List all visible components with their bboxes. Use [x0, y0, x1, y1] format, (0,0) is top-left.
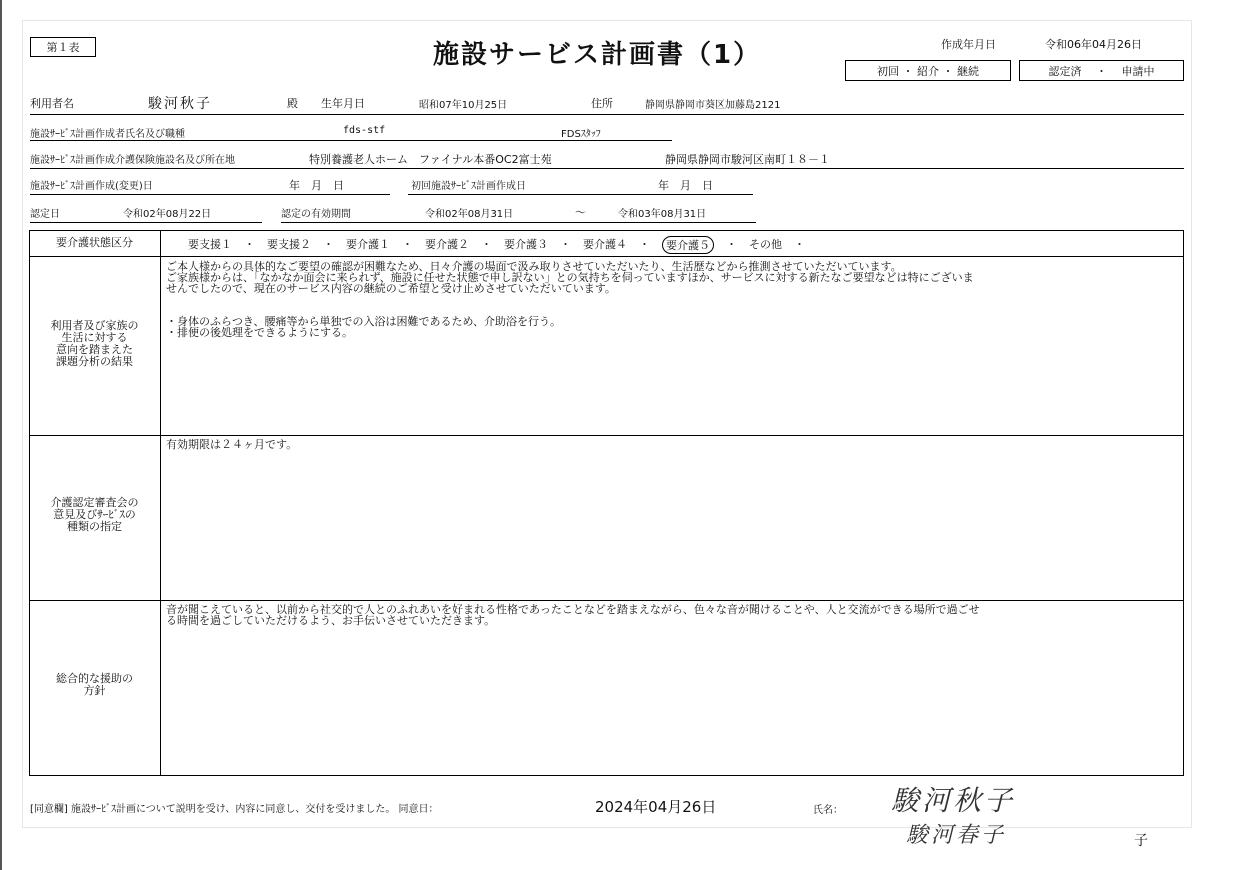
care-level-option: 要介護３: [504, 238, 548, 251]
page-title: 施設サービス計画書（1）: [433, 40, 762, 70]
table-row-rule-3: [29, 600, 1184, 601]
table-number-box: [30, 37, 96, 57]
changed-date: 年 月 日: [289, 179, 344, 192]
user-name-label: 利用者名: [30, 97, 74, 110]
address-value: 静岡県静岡市葵区加藤島2121: [645, 100, 781, 111]
handwritten-signature-1: 駿河秋子: [891, 784, 1016, 817]
user-name: 駿河秋子: [148, 96, 212, 112]
creator-role: FDSｽﾀｯﾌ: [561, 129, 601, 140]
care-level-separator: ・: [794, 238, 805, 251]
review-board-opinion-text: 有効期限は２４ヶ月です。: [166, 438, 298, 451]
care-level-separator: ・: [726, 238, 737, 251]
created-date-label: 作成年月日: [941, 38, 996, 51]
plan-status-box: [845, 60, 1011, 81]
care-level-label: 要介護状態区分: [56, 236, 133, 249]
cert-date: 令和02年08月22日: [123, 209, 212, 220]
care-level-selected: 要介護５: [662, 236, 714, 254]
care-level-separator: ・: [560, 238, 571, 251]
plan-status-options: 初回 ・ 紹介 ・ 継続: [877, 64, 979, 78]
row-rule-1: [30, 114, 1184, 115]
window-left-edge: [0, 0, 2, 870]
care-level-option: 要介護４: [583, 238, 627, 251]
care-level-option: 要支援２: [267, 238, 311, 251]
row-rule-4a: [30, 194, 390, 195]
row-rule-2: [30, 140, 672, 141]
table-column-divider: [160, 230, 161, 776]
dob-value: 昭和07年10月25日: [419, 100, 508, 111]
consent-name-label: 氏名：: [813, 805, 843, 816]
first-plan-date: 年 月 日: [658, 179, 713, 192]
facility-name: 特別養護老人ホーム ファイナル本番OC2富士苑: [309, 153, 552, 166]
row-rule-3: [30, 168, 1184, 169]
review-board-opinion-label: 介護認定審査会の 意見及びｻｰﾋﾞｽの 種類の指定: [50, 496, 139, 533]
facility-label: 施設ｻｰﾋﾞｽ計画作成介護保険施設名及び所在地: [30, 155, 235, 166]
care-level-option: 要介護２: [425, 238, 469, 251]
consent-date: 2024年04月26日: [595, 798, 717, 816]
creator-label: 施設ｻｰﾋﾞｽ計画作成者氏名及び職種: [30, 129, 185, 140]
name-suffix: 子: [1134, 833, 1148, 849]
care-level-option: 要支援１: [188, 238, 232, 251]
facility-address: 静岡県静岡市駿河区南町１８－１: [665, 153, 830, 166]
care-level-separator: ・: [481, 238, 492, 251]
certification-status-options: 認定済 ・ 申請中: [1048, 64, 1155, 78]
certification-status-box: [1019, 60, 1184, 81]
care-level-option: その他: [749, 238, 782, 251]
handwritten-signature-2: 駿河春子: [906, 823, 1007, 848]
care-level-separator: ・: [244, 238, 255, 251]
created-date: 令和06年04月26日: [1045, 38, 1142, 51]
care-level-separator: ・: [639, 238, 650, 251]
valid-to: 令和03年08月31日: [618, 209, 707, 220]
row-rule-5b: [281, 222, 756, 223]
changed-date-label: 施設ｻｰﾋﾞｽ計画作成(変更)日: [30, 181, 153, 192]
valid-period-label: 認定の有効期間: [281, 209, 351, 220]
creator-id: fds-stf: [343, 125, 386, 136]
address-label: 住所: [591, 97, 613, 110]
document-page: [22, 20, 1192, 828]
cert-date-label: 認定日: [30, 209, 60, 220]
row-rule-4b: [408, 194, 753, 195]
valid-from: 令和02年08月31日: [425, 209, 514, 220]
care-level-separator: ・: [402, 238, 413, 251]
table-number: 第１表: [46, 41, 80, 54]
care-level-options: [188, 236, 817, 254]
care-level-separator: ・: [323, 238, 334, 251]
support-policy-text: 音が聞こえていると、以前から社交的で人とのふれあいを好まれる性格であったことなどを踏まえながら、色々な音が聞けることや、人と交流ができる場所で過ごせ る時間を過ごしていただけるよう、お手伝いさせていただきます。: [166, 603, 980, 627]
consent-statement: [同意欄] 施設ｻｰﾋﾞｽ計画について説明を受け、内容に同意し、交付を受けました。 同意日：: [30, 804, 439, 815]
dob-label: 生年月日: [321, 97, 365, 110]
intent-analysis-label: 利用者及び家族の 生活に対する 意向を踏まえた 課題分析の結果: [50, 319, 139, 368]
first-plan-label: 初回施設ｻｰﾋﾞｽ計画作成日: [411, 181, 526, 192]
honorific: 殿: [287, 97, 298, 110]
intent-analysis-text: ご本人様からの具体的なご要望の確認が困難なため、日々介護の場面で汲み取りさせていただいたり、生活歴などから推測させていただいています。 ご家族様からは、「なかなか面会に来られず、施設に任せた状態で申し訳ない」との気持ちを伺っていますほか、サービスに対する新たなご要望などは特にございま せんでしたので、現在のサービス内容の継続のご希望と受け止めさせていただいています。 ・身体のふらつき、腰痛等から単独での入浴は困難であるため、介助浴を行う。 ・排便の後処理をできるようにする。: [166, 260, 974, 339]
table-row-rule-2: [29, 435, 1184, 436]
valid-tilde: ～: [575, 206, 586, 219]
care-level-option: 要介護１: [346, 238, 390, 251]
support-policy-label: 総合的な援助の 方針: [56, 672, 133, 697]
table-row-rule-1: [29, 256, 1184, 257]
row-rule-5a: [30, 222, 262, 223]
